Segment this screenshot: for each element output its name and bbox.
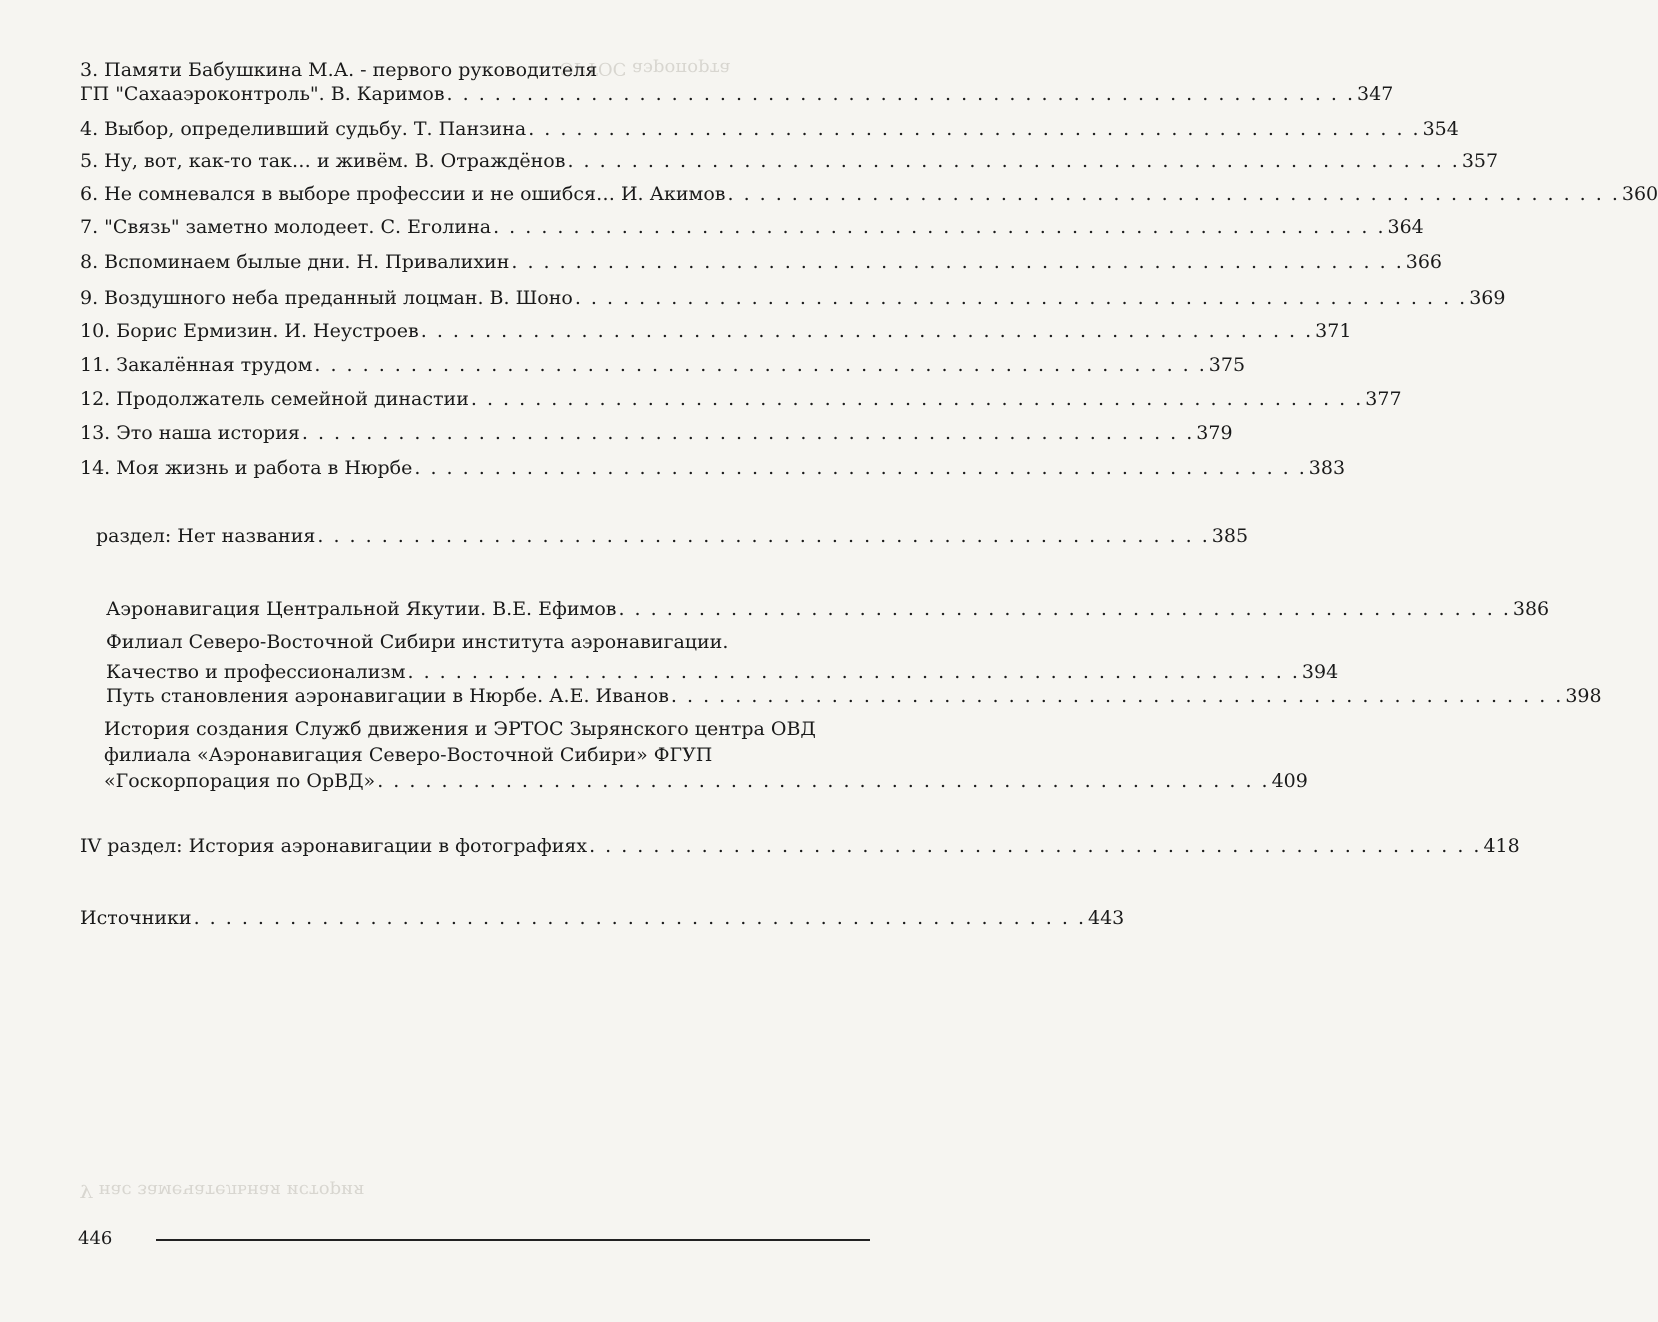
toc-section-heading[interactable] bbox=[80, 906, 1125, 930]
toc-page-number: 385 bbox=[1211, 525, 1249, 547]
toc-entry[interactable] bbox=[80, 117, 1459, 141]
page-number: 446 bbox=[78, 1228, 113, 1249]
toc-entry-title: 8. Вспоминаем былые дни. Н. Привалихин bbox=[80, 251, 510, 273]
toc-entry-title-line3: «Госкорпорация по ОрВД» bbox=[104, 770, 376, 792]
toc-page-number: 360 bbox=[1621, 183, 1658, 205]
toc-entry-title: 5. Ну, вот, как-то так… и живём. В. Отраждёнов bbox=[80, 150, 566, 172]
toc-page-number: 379 bbox=[1196, 422, 1233, 444]
toc-entry-title: 14. Моя жизнь и работа в Нюрбе bbox=[80, 457, 413, 479]
toc-page-number: 383 bbox=[1308, 457, 1346, 479]
toc-section-heading[interactable] bbox=[80, 834, 1520, 858]
toc-entry[interactable] bbox=[106, 597, 1550, 621]
toc-entry-title-line2: Качество и профессионализм bbox=[106, 661, 406, 683]
toc-section-title: IV раздел: История аэронавигации в фотографиях bbox=[80, 835, 588, 857]
leader-dots: . . . . . . . . . . . . . . . . . . . . . . . . . . . . . . . . . . . . . . . . . . . . . . . . . . . . . . . . bbox=[493, 216, 1386, 238]
toc-page-number: 375 bbox=[1208, 354, 1246, 376]
leader-dots: . . . . . . . . . . . . . . . . . . . . . . . . . . . . . . . . . . . . . . . . . . . . . . . . . . . . . . . . bbox=[670, 685, 1564, 707]
toc-entry-title: 9. Воздушного неба преданный лоцман. В. Шоно bbox=[80, 287, 573, 309]
toc-page-number: 347 bbox=[1357, 83, 1394, 105]
toc-entry-title-line1: 3. Памяти Бабушкина М.А. - первого руководителя bbox=[80, 59, 598, 81]
toc-page-number: 366 bbox=[1405, 251, 1443, 273]
leader-dots: . . . . . . . . . . . . . . . . . . . . . . . . . . . . . . . . . . . . . . . . . . . . . . . . . . . . . . . . bbox=[589, 835, 1482, 857]
toc-page-number: 357 bbox=[1461, 150, 1499, 172]
toc-entry[interactable] bbox=[80, 456, 1346, 480]
toc-entry-title: 7. "Связь" заметно молодеет. С. Еголина bbox=[80, 216, 492, 238]
toc-page-number: 398 bbox=[1565, 685, 1602, 707]
leader-dots: . . . . . . . . . . . . . . . . . . . . . . . . . . . . . . . . . . . . . . . . . . . . . . . . . . . . . . . . bbox=[574, 287, 1468, 309]
toc-entry-title: Аэронавигация Центральной Якутии. В.Е. Ефимов bbox=[106, 598, 617, 620]
toc-entry[interactable] bbox=[80, 286, 1506, 310]
toc-entry[interactable] bbox=[80, 421, 1233, 445]
leader-dots: . . . . . . . . . . . . . . . . . . . . . . . . . . . . . . . . . . . . . . . . . . . . . . . . . . . . . . . . bbox=[317, 525, 1210, 547]
toc-page-number: 394 bbox=[1301, 661, 1339, 683]
toc-section-title: раздел: Нет названия bbox=[96, 525, 316, 547]
leader-dots: . . . . . . . . . . . . . . . . . . . . . . . . . . . . . . . . . . . . . . . . . . . . . . . . . . . . . . . . bbox=[727, 183, 1620, 205]
leader-dots: . . . . . . . . . . . . . . . . . . . . . . . . . . . . . . . . . . . . . . . . . . . . . . . . . . . . . . . . bbox=[193, 907, 1086, 929]
bleed-through-text: ЭРТОС аэропорта bbox=[560, 58, 731, 79]
toc-page-number: 418 bbox=[1483, 835, 1520, 857]
toc-page-number: 371 bbox=[1315, 320, 1352, 342]
toc-entry[interactable] bbox=[80, 250, 1443, 274]
toc-entry-title: Путь становления аэронавигации в Нюрбе. А.Е. Иванов bbox=[106, 685, 669, 707]
toc-entry-title-line1: Филиал Северо-Восточной Сибири института аэронавигации. bbox=[106, 631, 729, 653]
toc-section-title: Источники bbox=[80, 907, 192, 929]
toc-entry[interactable] bbox=[80, 149, 1499, 173]
toc-page-number: 386 bbox=[1512, 598, 1550, 620]
toc-page-number: 377 bbox=[1365, 388, 1402, 410]
toc-entry[interactable] bbox=[80, 182, 1658, 206]
toc-entry[interactable] bbox=[106, 630, 1339, 684]
toc-entry-title: 11. Закалённая трудом bbox=[80, 354, 313, 376]
leader-dots: . . . . . . . . . . . . . . . . . . . . . . . . . . . . . . . . . . . . . . . . . . . . . . . . . . . . . . . . bbox=[470, 388, 1364, 410]
leader-dots: . . . . . . . . . . . . . . . . . . . . . . . . . . . . . . . . . . . . . . . . . . . . . . . . . . . . . . . . bbox=[407, 661, 1300, 683]
footer-rule bbox=[156, 1239, 870, 1241]
toc-entry-title: 12. Продолжатель семейной династии bbox=[80, 388, 469, 410]
toc-page-number: 354 bbox=[1422, 118, 1459, 140]
toc-entry[interactable] bbox=[80, 319, 1352, 343]
toc-section-heading[interactable] bbox=[96, 524, 1249, 548]
toc-entry[interactable] bbox=[80, 387, 1402, 411]
toc-entry-title: 13. Это наша история bbox=[80, 422, 300, 444]
leader-dots: . . . . . . . . . . . . . . . . . . . . . . . . . . . . . . . . . . . . . . . . . . . . . . . . . . . . . . . . bbox=[511, 251, 1404, 273]
toc-entry-title: 4. Выбор, определивший судьбу. Т. Панзина bbox=[80, 118, 527, 140]
toc-entry-title-line2: филиала «Аэронавигация Северо-Восточной Сибири» ФГУП bbox=[104, 744, 713, 766]
leader-dots: . . . . . . . . . . . . . . . . . . . . . . . . . . . . . . . . . . . . . . . . . . . . . . . . . . . . . . . . bbox=[420, 320, 1314, 342]
toc-page-number: 369 bbox=[1469, 287, 1506, 309]
leader-dots: . . . . . . . . . . . . . . . . . . . . . . . . . . . . . . . . . . . . . . . . . . . . . . . . . . . . . . . . bbox=[314, 354, 1207, 376]
toc-entry[interactable] bbox=[80, 353, 1246, 377]
leader-dots: . . . . . . . . . . . . . . . . . . . . . . . . . . . . . . . . . . . . . . . . . . . . . . . . . . . . . . . . . bbox=[446, 83, 1356, 105]
leader-dots: . . . . . . . . . . . . . . . . . . . . . . . . . . . . . . . . . . . . . . . . . . . . . . . . . . . . . . . . bbox=[567, 150, 1460, 172]
toc-entry[interactable] bbox=[104, 717, 1308, 793]
leader-dots: . . . . . . . . . . . . . . . . . . . . . . . . . . . . . . . . . . . . . . . . . . . . . . . . . . . . . . . . bbox=[301, 422, 1195, 444]
toc-page-number: 443 bbox=[1087, 907, 1125, 929]
bleed-through-text: У нас замечательная история bbox=[80, 1180, 365, 1201]
toc-entry-title: 10. Борис Ермизин. И. Неустроев bbox=[80, 320, 419, 342]
toc-entry-title: 6. Не сомневался в выборе профессии и не ошибся… И. Акимов bbox=[80, 183, 726, 205]
toc-entry[interactable] bbox=[80, 215, 1424, 239]
leader-dots: . . . . . . . . . . . . . . . . . . . . . . . . . . . . . . . . . . . . . . . . . . . . . . . . . . . . . . . . bbox=[414, 457, 1307, 479]
toc-entry-title-line1: История создания Служб движения и ЭРТОС Зырянского центра ОВД bbox=[104, 718, 816, 740]
toc-page-number: 409 bbox=[1271, 770, 1308, 792]
leader-dots: . . . . . . . . . . . . . . . . . . . . . . . . . . . . . . . . . . . . . . . . . . . . . . . . . . . . . . . . bbox=[528, 118, 1421, 140]
toc-page-number: 364 bbox=[1387, 216, 1424, 238]
toc-entry-title-line2: ГП "Сахааэроконтроль". В. Каримов bbox=[80, 83, 445, 105]
toc-entry[interactable] bbox=[106, 684, 1602, 708]
toc-entry[interactable] bbox=[80, 58, 1394, 106]
leader-dots: . . . . . . . . . . . . . . . . . . . . . . . . . . . . . . . . . . . . . . . . . . . . . . . . . . . . . . . . bbox=[377, 770, 1270, 792]
leader-dots: . . . . . . . . . . . . . . . . . . . . . . . . . . . . . . . . . . . . . . . . . . . . . . . . . . . . . . . . bbox=[618, 598, 1511, 620]
